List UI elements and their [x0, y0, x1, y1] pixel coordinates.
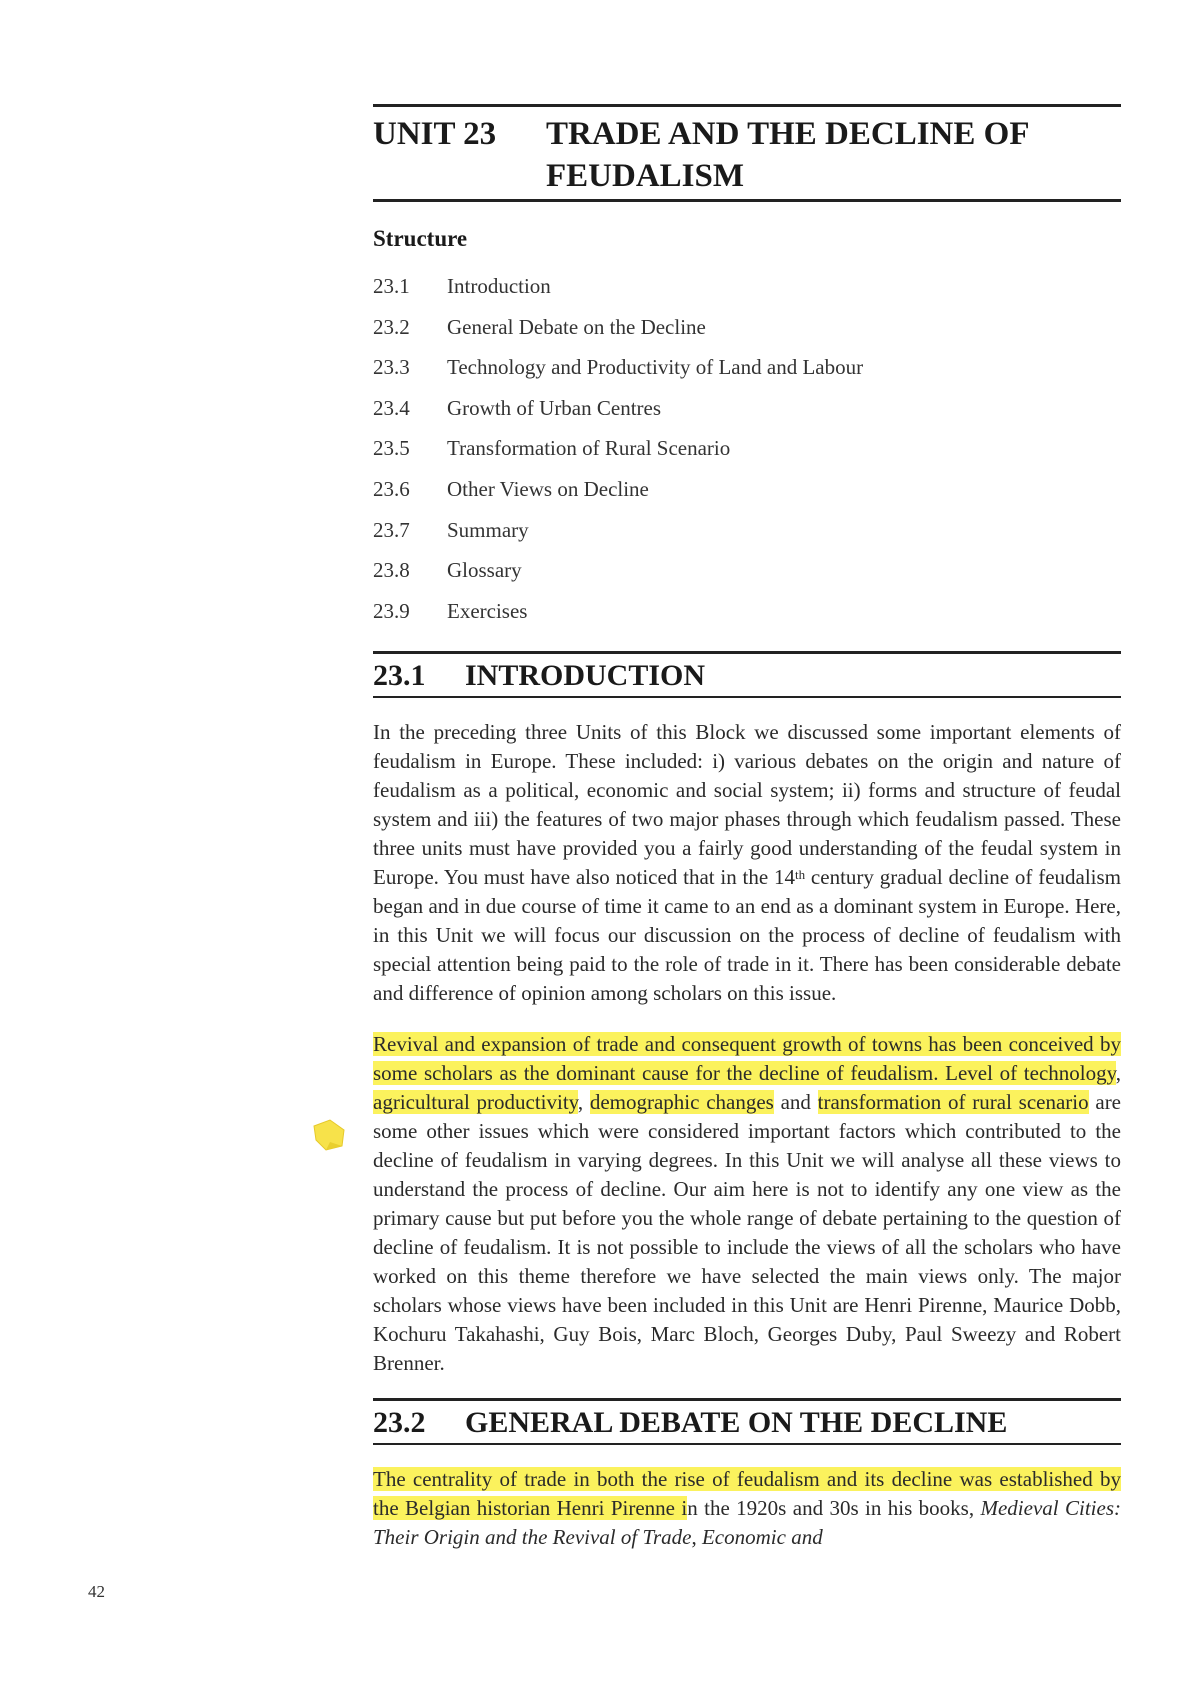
text-run: century gradual decline of feudalism began and in due course of time it came to an end as a dominant system in Europe. Here, in this Unit we will focus our discussion on the process of decline of feudalism with special attention being paid to the role of trade in it. There has been considerable debate and difference of opinion among scholars on this issue. — [373, 865, 1122, 1006]
unit-title-line-2: FEUDALISM — [546, 158, 745, 194]
highlighted-text: demographic changes — [589, 1090, 774, 1115]
text-run: and — [773, 1090, 818, 1115]
toc-item — [373, 347, 1121, 388]
section-heading-introduction — [373, 651, 1121, 698]
toc-item-number: 23.3 — [373, 355, 410, 380]
section-number: 23.2 — [373, 1406, 426, 1440]
page-number: 42 — [88, 1582, 105, 1601]
section-rule-bottom — [373, 696, 1121, 698]
unit-header-bottom-rule — [373, 199, 1121, 202]
toc-item — [373, 307, 1121, 348]
highlighted-text: transformation of rural scenario — [817, 1090, 1089, 1115]
toc-item — [373, 428, 1121, 469]
toc-item-label: Growth of Urban Centres — [447, 395, 662, 420]
page-content — [373, 104, 1121, 1552]
toc-item-number: 23.7 — [373, 517, 410, 542]
toc-item — [373, 510, 1121, 551]
section-heading-general-debate — [373, 1398, 1121, 1445]
toc-item — [373, 388, 1121, 429]
toc-item-label: Summary — [447, 517, 529, 542]
toc-item-label: Transformation of Rural Scenario — [447, 436, 731, 461]
unit-title-line-1: TRADE AND THE DECLINE OF — [546, 116, 1030, 152]
sticky-note-icon[interactable] — [310, 1116, 350, 1156]
superscript: th — [795, 867, 806, 883]
toc-item-number: 23.1 — [373, 274, 410, 298]
section-rule-bottom — [373, 1443, 1121, 1445]
toc-item-number: 23.6 — [373, 476, 410, 501]
section-title: GENERAL DEBATE ON THE DECLINE — [465, 1406, 1008, 1440]
structure-heading: Structure — [373, 226, 468, 251]
toc-item — [373, 469, 1121, 510]
intro-paragraph-1 — [373, 718, 1121, 1008]
section-number: 23.1 — [373, 659, 426, 693]
general-debate-paragraph-1 — [373, 1465, 1121, 1552]
toc-item-number: 23.4 — [373, 395, 410, 420]
toc-item-label: General Debate on the Decline — [447, 314, 706, 339]
text-run: n the 1920s and 30s in his books, — [687, 1496, 981, 1521]
intro-paragraph-2 — [373, 1030, 1121, 1378]
toc-item — [373, 550, 1121, 591]
structure-list — [373, 266, 1121, 631]
toc-item-label: Glossary — [447, 558, 522, 583]
section-title: INTRODUCTION — [465, 659, 706, 693]
toc-item-number: 23.9 — [373, 598, 410, 623]
book-title: Economic and — [701, 1525, 823, 1550]
toc-item — [373, 591, 1121, 632]
unit-header — [373, 107, 1121, 197]
text-run: are some other issues which were considered important factors which contributed to the decline of feudalism in varying degrees. In this Unit we will analyse all these views to understand the process of decline. Our aim here is not to identify any one view as the primary cause but put before you the whole range of debate pertaining to the question of decline of feudalism. It is not possible to include the views of all the scholars who have worked on this theme therefore we have selected the main views only. The major scholars whose views have been included in this Unit are Henri Pirenne, Maurice Dobb, Kochuru Takahashi, Guy Bois, Marc Bloch, Georges Duby, Paul Sweezy and Robert Brenner. — [373, 1090, 1122, 1376]
toc-item-label: Other Views on Decline — [447, 476, 649, 501]
toc-item — [373, 266, 1121, 307]
toc-item-number: 23.8 — [373, 558, 410, 583]
toc-item-number: 23.5 — [373, 436, 410, 461]
toc-item-label: Exercises — [447, 598, 528, 623]
text-run: In the preceding three Units of this Block we discussed some important elements of feudalism in Europe. These included: i) various debates on the origin and nature of feudalism as a political, economic and social system; ii) forms and structure of feudal system and iii) the features of two major phases through which feudalism passed. These three units must have provided you a fairly good understanding of the feudal system in Europe. You must have also noticed that in the 14 — [373, 720, 1121, 890]
text-run: , — [577, 1090, 590, 1115]
book-title: Medieval Cities: Their Origin and the Revival of Trade — [373, 1496, 1121, 1550]
text-run: , — [691, 1525, 702, 1550]
toc-item-label: Introduction — [447, 274, 551, 298]
highlighted-text: agricultural productivity — [373, 1090, 578, 1115]
text-run: , — [1115, 1061, 1121, 1086]
highlighted-text: Revival and expansion of trade and consequent growth of towns has been conceived by some scholars as the dominant cause for the decline of feudalism. Level of technology — [373, 1032, 1121, 1086]
unit-title — [546, 113, 1121, 197]
highlighted-text: The centrality of trade in both the rise of feudalism and its decline was established by the Belgian historian Henri Pirenne i — [373, 1467, 1121, 1521]
toc-item-label: Technology and Productivity of Land and Labour — [447, 355, 864, 380]
toc-item-number: 23.2 — [373, 314, 410, 339]
unit-number: UNIT 23 — [373, 116, 497, 152]
